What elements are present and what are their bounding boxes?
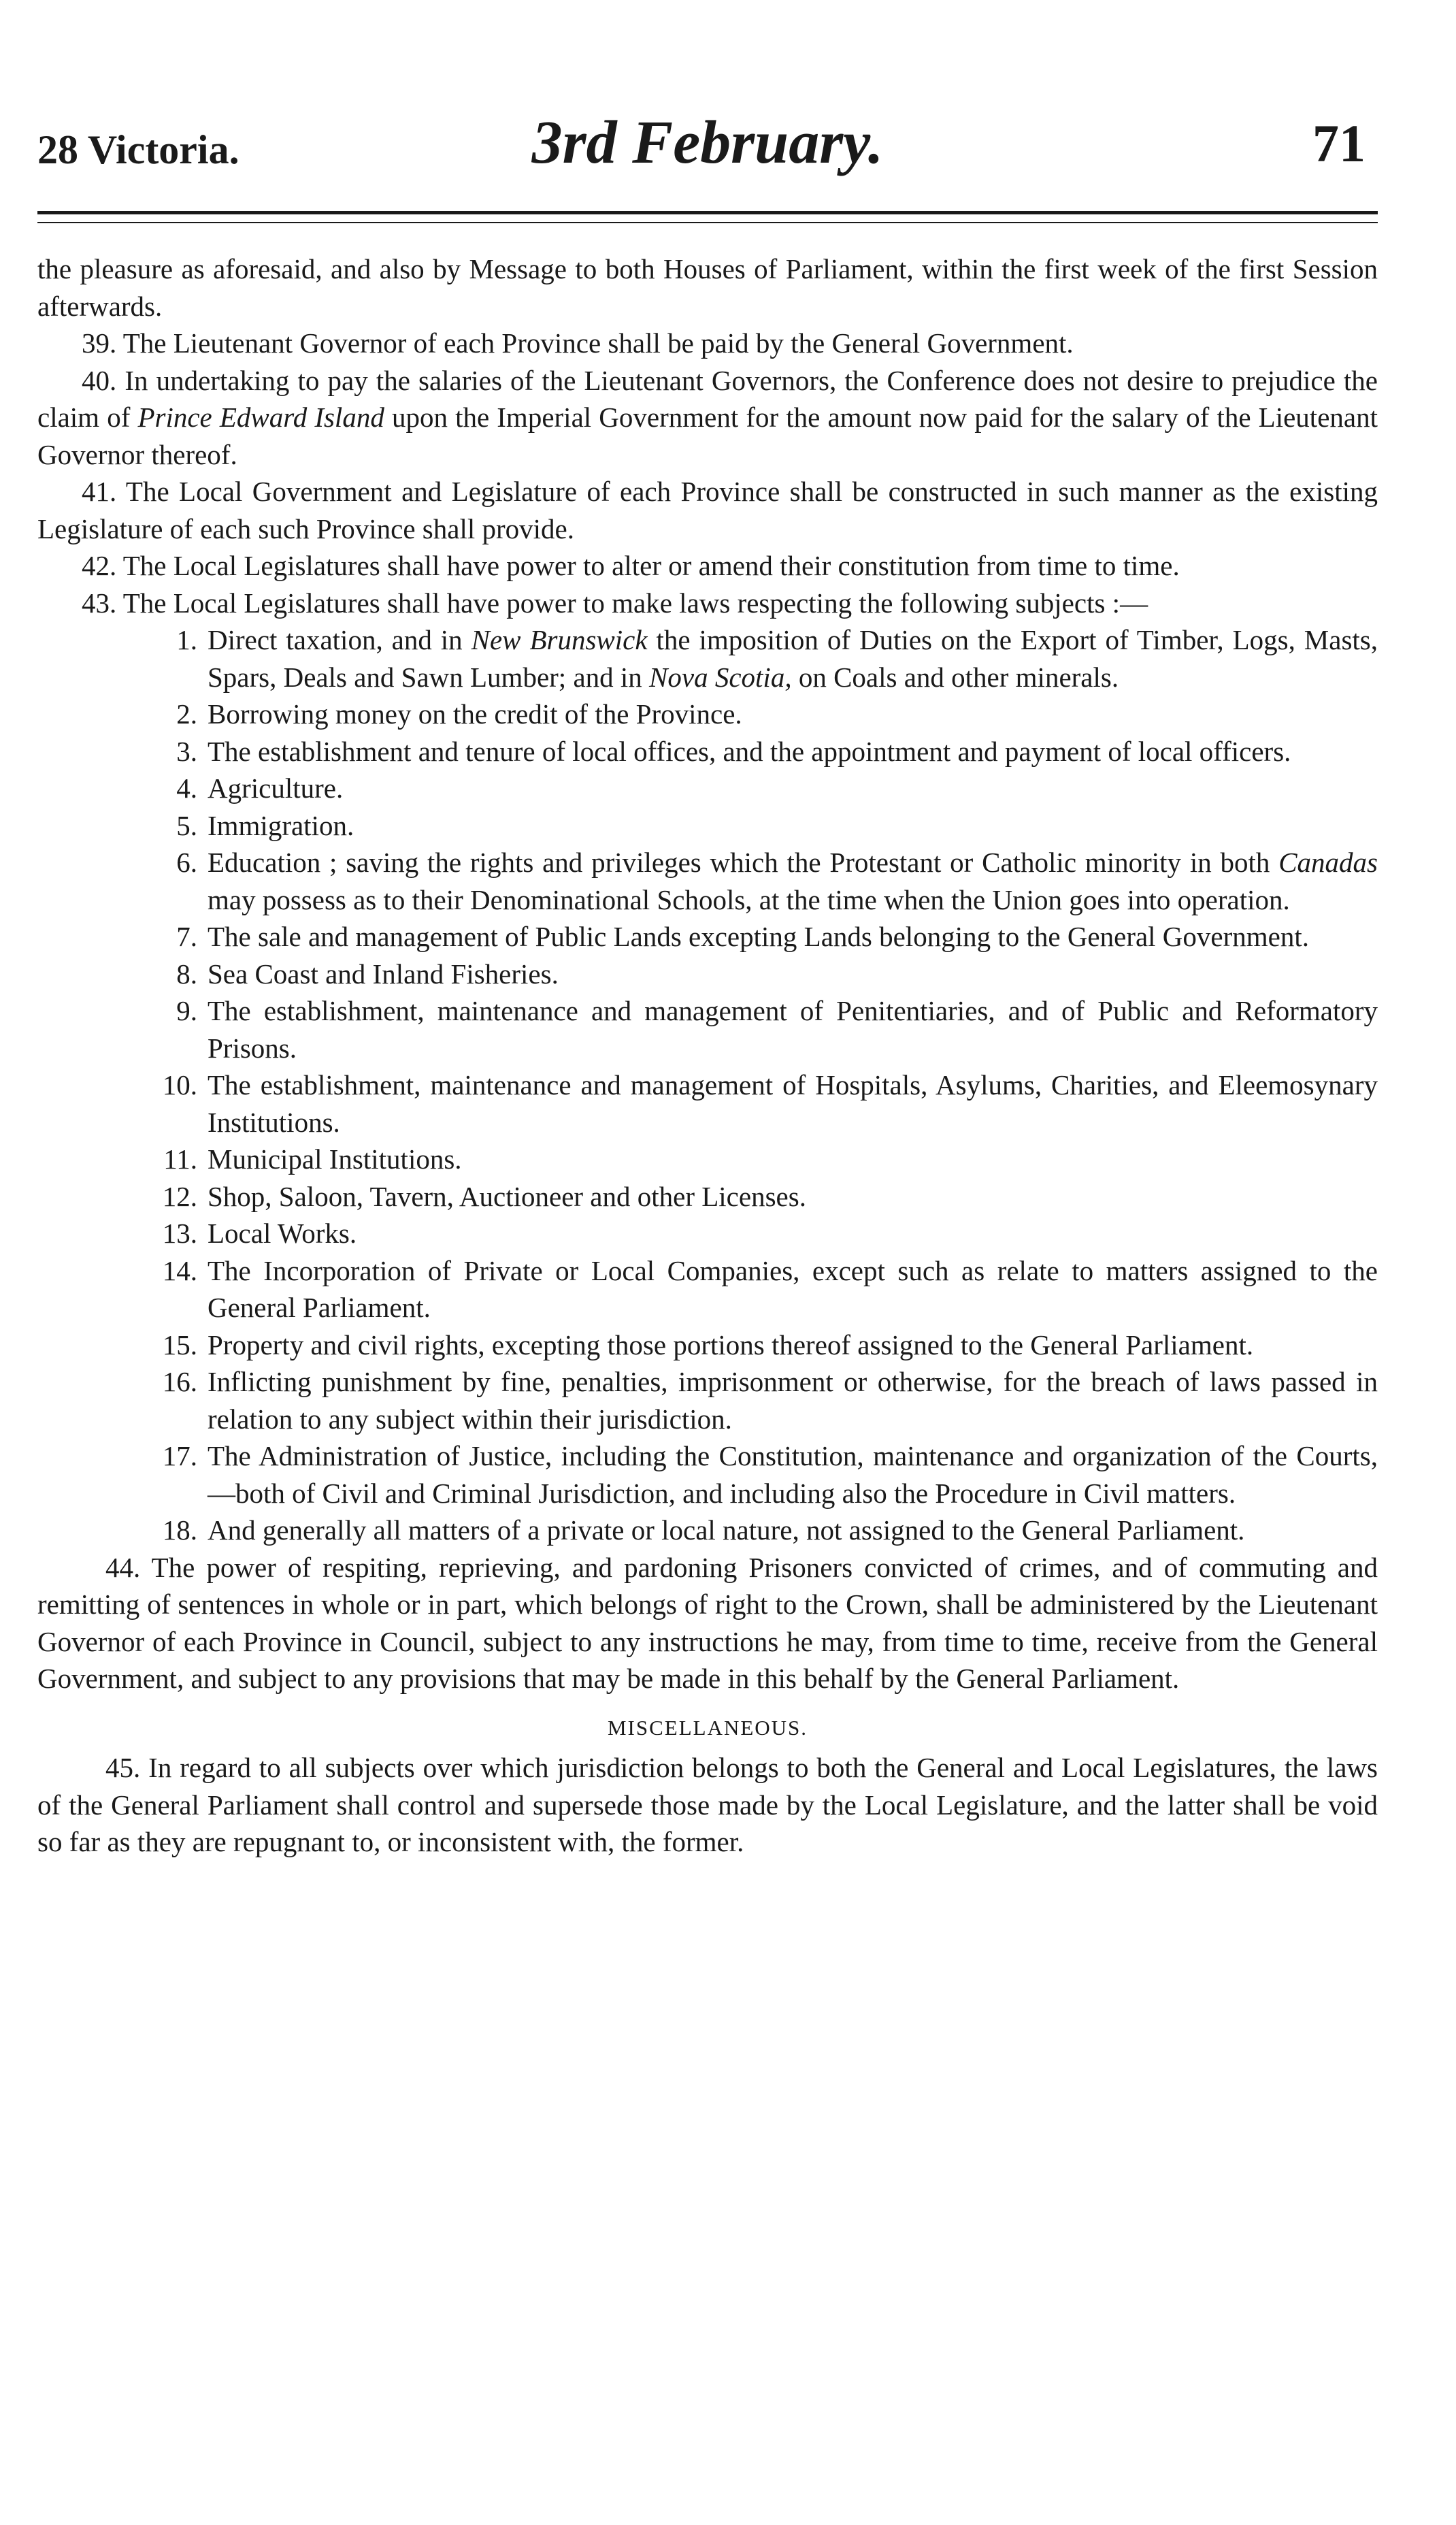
resolution-40 (37, 362, 1378, 474)
subject-text: Direct taxation, and in (208, 624, 471, 655)
subject-number: 10. (162, 1069, 197, 1101)
subject-item (37, 807, 1378, 845)
subject-number: 11. (163, 1143, 197, 1175)
header-rule-thin (37, 222, 1378, 223)
page-body (37, 250, 1378, 1861)
subject-number: 16. (162, 1366, 197, 1397)
subject-item (37, 1215, 1378, 1252)
subject-text: And generally all matters of a private or local nature, not assigned to the General Parliament. (208, 1514, 1245, 1546)
subject-item (37, 1066, 1378, 1141)
subject-number: 1. (176, 624, 197, 655)
page-header (37, 102, 1378, 184)
subject-number: 17. (162, 1440, 197, 1471)
subject-item (37, 844, 1378, 918)
resolution-40-text-b: upon the Imperial Government for the amount now paid for the salary of the Lieutenant Governor thereof. (37, 402, 1378, 470)
resolution-44: 44. The power of respiting, reprieving, and pardoning Prisoners convicted of crimes, and of commuting and remitting of sentences in whole or in part, which belongs of right to the Crown, shall be administered by the Lieutenant Governor of each Province in Council, subject to any instructions he may, from time to time, receive from the General Government, and subject to any provisions that may be made in this behalf by the General Parliament. (37, 1551, 1378, 1694)
subject-text: Shop, Saloon, Tavern, Auctioneer and other Licenses. (208, 1180, 806, 1212)
resolution-40-italic: Prince Edward Island (137, 402, 384, 433)
subject-number: 8. (176, 958, 197, 990)
page-date-title: 3rd February. (531, 109, 884, 176)
subject-item (37, 1512, 1378, 1549)
subject-number: 5. (176, 809, 197, 841)
subject-text: Municipal Institutions. (208, 1143, 462, 1175)
subject-number: 15. (162, 1329, 197, 1361)
subject-item (37, 1363, 1378, 1437)
resolution-41: 41. The Local Government and Legislature of each Province shall be constructed in such manner as the existing Legislature of each such Province shall provide. (37, 476, 1378, 544)
subject-number: 6. (176, 847, 197, 878)
subject-text: Local Works. (208, 1218, 357, 1249)
subject-item (37, 1252, 1378, 1326)
subject-item (37, 1178, 1378, 1216)
subject-text: Sea Coast and Inland Fisheries. (208, 958, 559, 990)
subject-text-italic: Canadas (1278, 847, 1378, 878)
subject-number: 7. (176, 921, 197, 952)
subject-text: Immigration. (208, 809, 354, 841)
subject-item (37, 1141, 1378, 1178)
subject-text: The Administration of Justice, including the Constitution, maintenance and organization of the Courts,—both of Civil and Criminal Jurisdiction, and including also the Procedure in Civil matters. (208, 1440, 1378, 1509)
subject-number: 9. (176, 995, 197, 1026)
subject-number: 18. (162, 1514, 197, 1546)
subject-text-italic: Nova Scotia, (649, 661, 792, 693)
subject-text: the imposition of Duties on the Export of Timber, Logs, Masts, Spars, Deals and Sawn Lumber; and in (208, 624, 1378, 693)
subject-item (37, 956, 1378, 993)
subject-text: Education ; saving the rights and privileges which the Protestant or Catholic minority in both (208, 847, 1279, 878)
subject-text: Borrowing money on the credit of the Province. (208, 698, 742, 730)
page-number: 71 (1312, 114, 1366, 173)
resolution-45: 45. In regard to all subjects over which jurisdiction belongs to both the General and Local Legislatures, the laws of the General Parliament shall control and supersede those made by the Local Legislature, and the latter shall be void so far as they are repugnant to, or inconsistent with, the former. (37, 1752, 1378, 1857)
header-rule-thick (37, 211, 1378, 214)
subject-text: The sale and management of Public Lands excepting Lands belonging to the General Government. (208, 921, 1309, 952)
subject-item (37, 1437, 1378, 1512)
subject-text: The Incorporation of Private or Local Companies, except such as relate to matters assigned to the General Parliament. (208, 1254, 1378, 1323)
subject-text: may possess as to their Denominational Schools, at the time when the Union goes into operation. (208, 883, 1290, 915)
subject-item (37, 696, 1378, 733)
subject-text: The establishment and tenure of local offices, and the appointment and payment of local officers. (208, 735, 1291, 767)
section-heading-miscellaneous: MISCELLANEOUS. (607, 1715, 808, 1740)
subject-item (37, 733, 1378, 770)
subject-number: 3. (176, 735, 197, 767)
continued-paragraph: the pleasure as aforesaid, and also by Message to both Houses of Parliament, within the first week of the first Session afterwards. (37, 253, 1378, 322)
subject-item (37, 1326, 1378, 1364)
subject-text: on Coals and other minerals. (791, 661, 1119, 693)
subject-number: 4. (176, 772, 197, 804)
subject-text: Inflicting punishment by fine, penalties, imprisonment or otherwise, for the breach of laws passed in relation to any subject within their jurisdiction. (208, 1366, 1378, 1435)
subject-item (37, 621, 1378, 696)
regnal-year: 28 Victoria. (37, 127, 239, 172)
resolution-40-text-a: 40. In undertaking to pay the salaries of the Lieutenant Governors, the Conference does not desire to prejudice the claim of (37, 364, 1378, 433)
subject-text-italic: New Brunswick (471, 624, 648, 655)
resolution-42: 42. The Local Legislatures shall have power to alter or amend their constitution from time to time. (82, 550, 1180, 581)
subject-text: The establishment, maintenance and management of Hospitals, Asylums, Charities, and Eleemosynary Institutions. (208, 1069, 1378, 1138)
subject-item (37, 918, 1378, 956)
subject-item (37, 992, 1378, 1066)
subject-number: 14. (162, 1254, 197, 1286)
subject-number: 13. (162, 1218, 197, 1249)
resolution-39: 39. The Lieutenant Governor of each Province shall be paid by the General Government. (82, 327, 1074, 359)
subject-item (37, 770, 1378, 807)
subjects-list (37, 621, 1378, 1549)
resolution-43: 43. The Local Legislatures shall have power to make laws respecting the following subjects :— (82, 587, 1148, 619)
subject-text: Agriculture. (208, 772, 344, 804)
subject-text: The establishment, maintenance and management of Penitentiaries, and of Public and Reformatory Prisons. (208, 995, 1378, 1064)
subject-number: 2. (176, 698, 197, 730)
subject-number: 12. (162, 1180, 197, 1212)
subject-text: Property and civil rights, excepting those portions thereof assigned to the General Parliament. (208, 1329, 1254, 1361)
